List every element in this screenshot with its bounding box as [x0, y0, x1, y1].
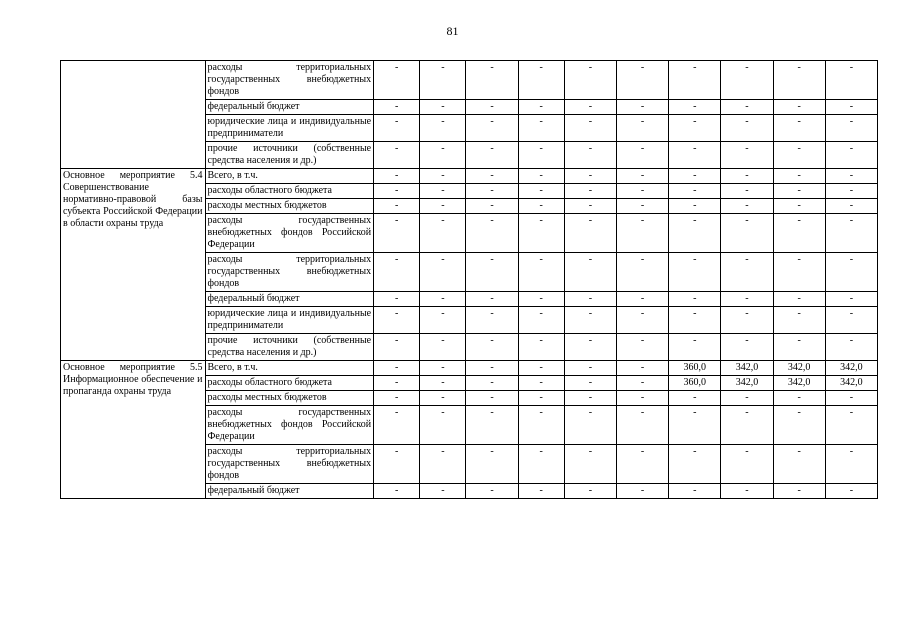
value-cell: -	[466, 307, 518, 334]
value-cell: -	[518, 445, 564, 484]
funding-source-cell: прочие источники (собственные средства населения и др.)	[205, 142, 374, 169]
value-cell: -	[616, 484, 668, 499]
funding-source-cell: федеральный бюджет	[205, 292, 374, 307]
value-cell: -	[466, 361, 518, 376]
value-cell: -	[374, 406, 420, 445]
value-cell: -	[518, 214, 564, 253]
value-cell: -	[825, 391, 877, 406]
value-cell: -	[616, 376, 668, 391]
value-cell: -	[721, 169, 773, 184]
value-cell: -	[420, 376, 466, 391]
value-cell: -	[825, 292, 877, 307]
value-cell: -	[773, 100, 825, 115]
value-cell: -	[825, 406, 877, 445]
value-cell: -	[564, 361, 616, 376]
value-cell: -	[420, 307, 466, 334]
value-cell: -	[518, 142, 564, 169]
value-cell: -	[564, 376, 616, 391]
value-cell: -	[518, 169, 564, 184]
funding-source-cell: федеральный бюджет	[205, 100, 374, 115]
funding-source-cell: Всего, в т.ч.	[205, 361, 374, 376]
value-cell: -	[564, 100, 616, 115]
value-cell: -	[616, 361, 668, 376]
value-cell: -	[616, 61, 668, 100]
value-cell: -	[564, 199, 616, 214]
table-row	[61, 61, 878, 100]
value-cell: -	[564, 391, 616, 406]
funding-source-cell: федеральный бюджет	[205, 484, 374, 499]
funding-source-cell: расходы местных бюджетов	[205, 199, 374, 214]
value-cell: -	[374, 214, 420, 253]
value-cell: -	[518, 115, 564, 142]
value-cell: -	[564, 214, 616, 253]
value-cell: -	[466, 61, 518, 100]
value-cell: -	[616, 445, 668, 484]
value-cell: -	[669, 307, 721, 334]
value-cell: -	[616, 406, 668, 445]
value-cell: -	[564, 484, 616, 499]
value-cell: -	[420, 253, 466, 292]
value-cell: -	[721, 199, 773, 214]
value-cell: -	[616, 214, 668, 253]
value-cell: -	[466, 292, 518, 307]
value-cell: -	[721, 391, 773, 406]
value-cell: -	[616, 184, 668, 199]
value-cell: -	[825, 445, 877, 484]
value-cell: -	[825, 199, 877, 214]
table-row	[61, 169, 878, 184]
value-cell: -	[420, 391, 466, 406]
value-cell: -	[669, 169, 721, 184]
value-cell: -	[616, 115, 668, 142]
page-number: 81	[446, 24, 459, 38]
value-cell: -	[564, 61, 616, 100]
value-cell: -	[374, 307, 420, 334]
value-cell: -	[420, 100, 466, 115]
value-cell: -	[616, 307, 668, 334]
value-cell: -	[721, 214, 773, 253]
value-cell: -	[374, 484, 420, 499]
value-cell: -	[616, 253, 668, 292]
value-cell: -	[420, 199, 466, 214]
value-cell: -	[825, 214, 877, 253]
value-cell: -	[564, 406, 616, 445]
funding-source-cell: расходы местных бюджетов	[205, 391, 374, 406]
value-cell: -	[518, 334, 564, 361]
value-cell: -	[669, 100, 721, 115]
value-cell: -	[773, 307, 825, 334]
funding-source-cell: Всего, в т.ч.	[205, 169, 374, 184]
value-cell: -	[721, 292, 773, 307]
value-cell: -	[374, 142, 420, 169]
value-cell: -	[669, 61, 721, 100]
value-cell: -	[466, 445, 518, 484]
value-cell: -	[721, 484, 773, 499]
funding-source-cell: расходы государственных внебюджетных фондов Российской Федерации	[205, 406, 374, 445]
value-cell: -	[466, 334, 518, 361]
funding-source-cell: расходы государственных внебюджетных фондов Российской Федерации	[205, 214, 374, 253]
value-cell: -	[669, 406, 721, 445]
value-cell: -	[773, 253, 825, 292]
value-cell: -	[420, 214, 466, 253]
value-cell: -	[374, 115, 420, 142]
value-cell: -	[420, 184, 466, 199]
value-cell: -	[773, 184, 825, 199]
value-cell: -	[518, 484, 564, 499]
value-cell: -	[374, 292, 420, 307]
value-cell: -	[564, 184, 616, 199]
value-cell: -	[518, 292, 564, 307]
funding-source-cell: юридические лица и индивидуальные предприниматели	[205, 115, 374, 142]
funding-source-cell: расходы территориальных государственных внебюджетных фондов	[205, 61, 374, 100]
value-cell: -	[773, 334, 825, 361]
value-cell: -	[420, 292, 466, 307]
value-cell: -	[466, 169, 518, 184]
value-cell: -	[420, 169, 466, 184]
value-cell: -	[616, 391, 668, 406]
value-cell: -	[466, 199, 518, 214]
value-cell: -	[721, 100, 773, 115]
value-cell: -	[616, 142, 668, 169]
value-cell: -	[374, 100, 420, 115]
value-cell: -	[466, 253, 518, 292]
value-cell: -	[420, 334, 466, 361]
value-cell: -	[773, 445, 825, 484]
value-cell: -	[466, 184, 518, 199]
value-cell: -	[374, 253, 420, 292]
value-cell: -	[420, 61, 466, 100]
value-cell: -	[564, 142, 616, 169]
value-cell: -	[773, 406, 825, 445]
value-cell: -	[518, 184, 564, 199]
value-cell: -	[518, 100, 564, 115]
value-cell: -	[518, 199, 564, 214]
value-cell: -	[773, 292, 825, 307]
value-cell: -	[616, 169, 668, 184]
funding-source-cell: расходы областного бюджета	[205, 184, 374, 199]
value-cell: -	[466, 214, 518, 253]
value-cell: -	[825, 169, 877, 184]
value-cell: -	[669, 445, 721, 484]
value-cell: -	[825, 100, 877, 115]
funding-source-cell: прочие источники (собственные средства населения и др.)	[205, 334, 374, 361]
value-cell: -	[773, 115, 825, 142]
value-cell: -	[721, 253, 773, 292]
value-cell: -	[564, 115, 616, 142]
value-cell: -	[825, 253, 877, 292]
value-cell: -	[773, 391, 825, 406]
value-cell: -	[721, 115, 773, 142]
measure-cell	[61, 61, 206, 169]
value-cell: -	[420, 484, 466, 499]
value-cell: -	[564, 253, 616, 292]
measure-cell: Основное мероприятие 5.4 Совершенствование нормативно-правовой базы субъекта Российской Федерации в области охраны труда	[61, 169, 206, 361]
value-cell: -	[721, 307, 773, 334]
value-cell: -	[669, 199, 721, 214]
value-cell: -	[518, 406, 564, 445]
value-cell: -	[825, 184, 877, 199]
value-cell: -	[616, 199, 668, 214]
value-cell: -	[374, 169, 420, 184]
value-cell: -	[466, 484, 518, 499]
value-cell: -	[669, 253, 721, 292]
value-cell: -	[518, 361, 564, 376]
value-cell: -	[773, 169, 825, 184]
value-cell: -	[466, 391, 518, 406]
value-cell: -	[773, 199, 825, 214]
value-cell: -	[518, 376, 564, 391]
value-cell: 342,0	[825, 376, 877, 391]
value-cell: -	[669, 214, 721, 253]
value-cell: -	[773, 142, 825, 169]
funding-source-cell: расходы территориальных государственных внебюджетных фондов	[205, 445, 374, 484]
value-cell: -	[721, 445, 773, 484]
value-cell: -	[374, 334, 420, 361]
value-cell: -	[518, 61, 564, 100]
value-cell: 342,0	[721, 376, 773, 391]
value-cell: 342,0	[721, 361, 773, 376]
value-cell: 342,0	[773, 376, 825, 391]
value-cell: -	[773, 61, 825, 100]
value-cell: -	[669, 334, 721, 361]
value-cell: -	[374, 445, 420, 484]
value-cell: -	[374, 361, 420, 376]
value-cell: -	[466, 100, 518, 115]
value-cell: -	[374, 199, 420, 214]
value-cell: -	[518, 391, 564, 406]
value-cell: -	[518, 307, 564, 334]
value-cell: -	[669, 292, 721, 307]
value-cell: -	[420, 406, 466, 445]
value-cell: -	[669, 484, 721, 499]
value-cell: -	[721, 334, 773, 361]
value-cell: -	[616, 100, 668, 115]
value-cell: -	[616, 334, 668, 361]
value-cell: -	[466, 142, 518, 169]
value-cell: 342,0	[825, 361, 877, 376]
table-row	[61, 361, 878, 376]
value-cell: -	[825, 307, 877, 334]
value-cell: -	[669, 391, 721, 406]
value-cell: -	[773, 484, 825, 499]
value-cell: -	[669, 184, 721, 199]
value-cell: -	[466, 115, 518, 142]
value-cell: 360,0	[669, 361, 721, 376]
value-cell: -	[721, 142, 773, 169]
value-cell: -	[825, 334, 877, 361]
value-cell: -	[564, 292, 616, 307]
value-cell: -	[825, 142, 877, 169]
funding-table	[60, 60, 878, 499]
value-cell: -	[564, 307, 616, 334]
funding-source-cell: расходы областного бюджета	[205, 376, 374, 391]
value-cell: -	[825, 115, 877, 142]
value-cell: -	[374, 391, 420, 406]
value-cell: -	[466, 376, 518, 391]
value-cell: -	[669, 115, 721, 142]
value-cell: -	[825, 61, 877, 100]
value-cell: -	[518, 253, 564, 292]
value-cell: -	[669, 142, 721, 169]
value-cell: -	[374, 61, 420, 100]
value-cell: -	[374, 376, 420, 391]
funding-source-cell: расходы территориальных государственных внебюджетных фондов	[205, 253, 374, 292]
value-cell: -	[420, 115, 466, 142]
value-cell: -	[773, 214, 825, 253]
value-cell: -	[420, 361, 466, 376]
value-cell: -	[420, 142, 466, 169]
table-body	[61, 61, 878, 499]
value-cell: -	[466, 406, 518, 445]
value-cell: -	[374, 184, 420, 199]
value-cell: -	[564, 334, 616, 361]
value-cell: -	[721, 61, 773, 100]
value-cell: -	[721, 406, 773, 445]
value-cell: -	[564, 169, 616, 184]
value-cell: 360,0	[669, 376, 721, 391]
measure-cell: Основное мероприятие 5.5 Информационное обеспечение и пропаганда охраны труда	[61, 361, 206, 499]
value-cell: -	[616, 292, 668, 307]
value-cell: -	[564, 445, 616, 484]
value-cell: -	[825, 484, 877, 499]
value-cell: -	[420, 445, 466, 484]
value-cell: -	[721, 184, 773, 199]
value-cell: 342,0	[773, 361, 825, 376]
funding-source-cell: юридические лица и индивидуальные предприниматели	[205, 307, 374, 334]
